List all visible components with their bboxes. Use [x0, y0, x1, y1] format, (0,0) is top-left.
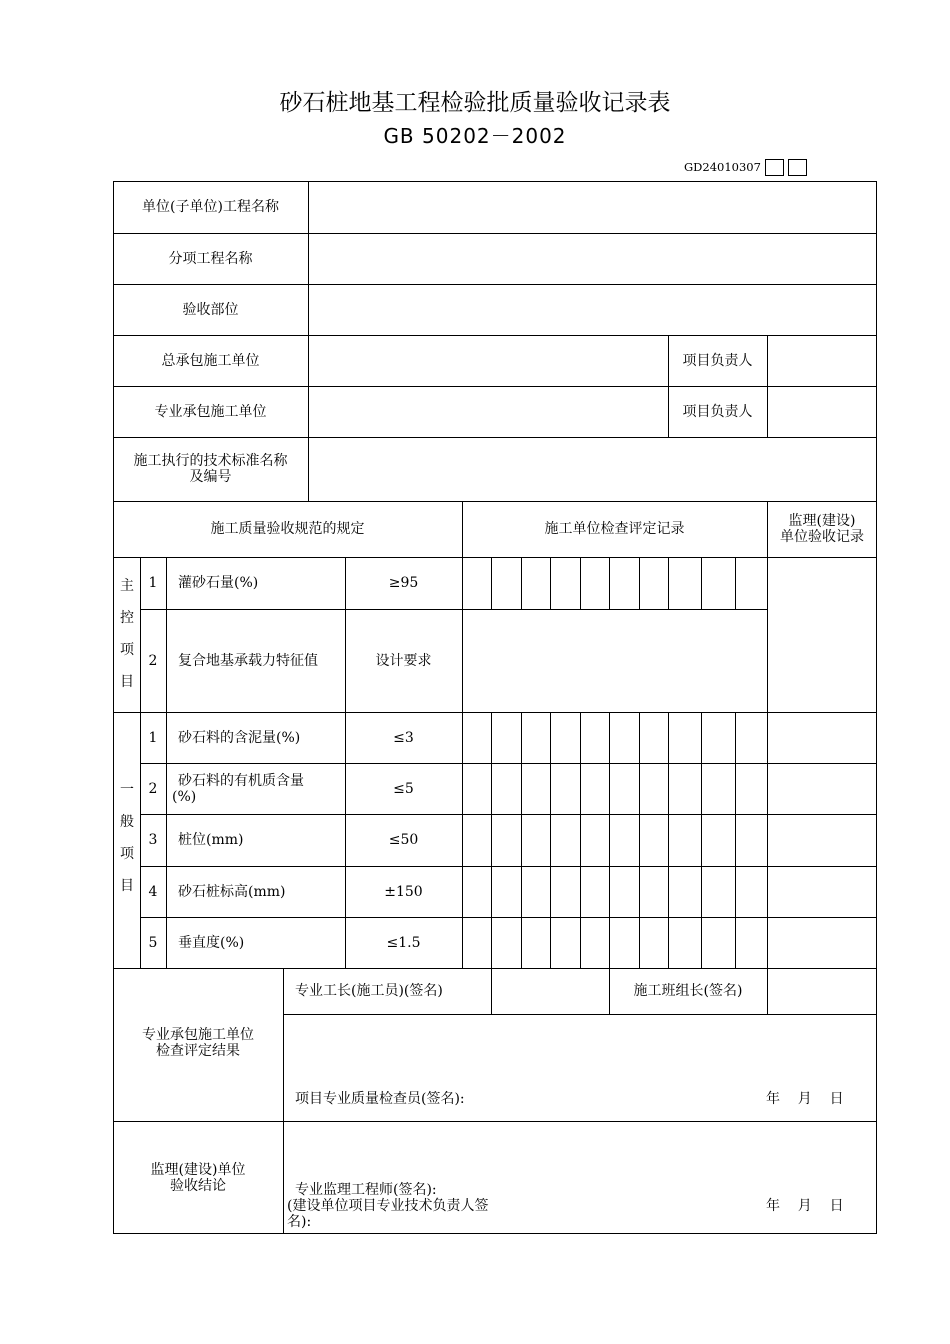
contractor-result-date[interactable]: 年 月 日	[766, 1091, 844, 1107]
supervision-header-line2: 单位验收记录	[780, 529, 864, 545]
general-item-2-name-line1: 砂石料的有机质含量	[178, 772, 304, 789]
main-item-2-name: 复合地基承载力特征值	[178, 652, 318, 669]
supervision-result-label-line1: 监理(建设)单位	[150, 1162, 246, 1178]
main-label-char-4: 目	[120, 674, 134, 690]
main-items-label	[114, 570, 140, 698]
main-item-2-no: 2	[148, 652, 158, 669]
general-item-1-limit: ≤3	[393, 729, 414, 746]
main-item-1-limit: ≥95	[388, 575, 419, 591]
specialty-contractor-field[interactable]	[308, 386, 668, 437]
main-label-char-1: 主	[120, 578, 134, 594]
general-item-4-limit: ±150	[384, 883, 423, 900]
main-label-char-2: 控	[120, 610, 134, 626]
general-item-2-limit: ≤5	[393, 780, 414, 797]
general-item-3-limit: ≤50	[388, 832, 419, 848]
general-items-label	[114, 774, 140, 902]
general-item-3-no: 3	[148, 832, 158, 848]
spec-column-header: 施工质量验收规范的规定	[210, 521, 365, 537]
general-item-2-name	[166, 763, 345, 814]
main-item-1-no: 1	[148, 575, 158, 591]
general-item-3-name: 桩位(mm)	[178, 832, 244, 848]
foreman-signature-field[interactable]	[491, 968, 609, 1014]
foreman-signature-label: 专业工长(施工员)(签名)	[295, 983, 443, 999]
general-item-5-name: 垂直度(%)	[178, 934, 245, 951]
acceptance-part-label: 验收部位	[182, 301, 239, 318]
project-manager-label-2: 项目负责人	[682, 403, 753, 420]
team-leader-signature-field[interactable]	[767, 968, 877, 1014]
general-label-char-2: 般	[120, 814, 134, 830]
contractor-result-label-line2: 检查评定结果	[156, 1043, 240, 1059]
general-label-char-4: 目	[120, 878, 134, 894]
project-manager-field-2[interactable]	[767, 386, 877, 437]
main-item-2-record[interactable]	[462, 609, 767, 712]
contractor-result-label	[113, 1020, 283, 1066]
supervision-header-line1: 监理(建设)	[788, 513, 856, 529]
standard-number: GB 50202－2002	[383, 124, 567, 148]
unit-project-name-label: 单位(子单位)工程名称	[142, 199, 279, 215]
general-label-char-3: 项	[120, 846, 134, 862]
form-code-box-1[interactable]	[765, 159, 784, 176]
project-manager-label-1: 项目负责人	[682, 352, 753, 369]
technical-standard-label-line2: 及编号	[189, 469, 232, 485]
owner-technical-lead-signature-line1[interactable]: (建设单位项目专业技术负责人签	[287, 1198, 489, 1214]
general-contractor-label: 总承包施工单位	[161, 352, 260, 369]
quality-inspector-signature[interactable]: 项目专业质量检查员(签名):	[295, 1091, 465, 1107]
acceptance-part-field[interactable]	[308, 284, 877, 335]
supervision-result-date[interactable]: 年 月 日	[766, 1198, 844, 1214]
supervision-result-label	[113, 1158, 283, 1198]
general-item-4-no: 4	[148, 883, 158, 900]
general-item-4-name: 砂石桩标高(mm)	[178, 883, 286, 900]
form-code-box-2[interactable]	[788, 159, 807, 176]
general-item-5-limit: ≤1.5	[386, 934, 421, 951]
supervision-engineer-signature[interactable]: 专业监理工程师(签名):	[295, 1182, 437, 1198]
general-item-2-no: 2	[148, 780, 158, 797]
main-label-char-3: 项	[120, 642, 134, 658]
specialty-contractor-label: 专业承包施工单位	[154, 403, 267, 420]
page-title: 砂石桩地基工程检验批质量验收记录表	[279, 90, 671, 116]
general-item-1-no: 1	[148, 729, 158, 746]
sub-project-name-label: 分项工程名称	[168, 250, 253, 267]
technical-standard-label-line1: 施工执行的技术标准名称	[133, 453, 288, 469]
general-item-2-name-line2: (%)	[172, 788, 197, 805]
team-leader-signature-label: 施工班组长(签名)	[633, 983, 743, 999]
general-item-5-no: 5	[148, 934, 158, 951]
main-item-2-limit: 设计要求	[375, 652, 432, 669]
owner-technical-lead-signature-line2: 名):	[287, 1214, 312, 1230]
technical-standard-label	[113, 437, 308, 501]
main-item-1-name: 灌砂石量(%)	[178, 575, 259, 591]
form-code-text: GD24010307	[684, 160, 761, 174]
contractor-result-label-line1: 专业承包施工单位	[142, 1027, 254, 1043]
supervision-result-label-line2: 验收结论	[170, 1178, 226, 1194]
general-label-char-1: 一	[120, 782, 134, 798]
sub-project-name-field[interactable]	[308, 233, 877, 284]
self-check-column-header: 施工单位检查评定记录	[544, 521, 685, 537]
supervision-column-header	[767, 501, 877, 557]
main-items-supervision-record[interactable]	[767, 557, 877, 712]
project-manager-field-1[interactable]	[767, 335, 877, 386]
general-contractor-field[interactable]	[308, 335, 668, 386]
unit-project-name-field[interactable]	[308, 181, 877, 233]
technical-standard-field[interactable]	[308, 437, 877, 501]
form-code	[684, 156, 807, 178]
general-item-1-name: 砂石料的含泥量(%)	[178, 729, 301, 746]
